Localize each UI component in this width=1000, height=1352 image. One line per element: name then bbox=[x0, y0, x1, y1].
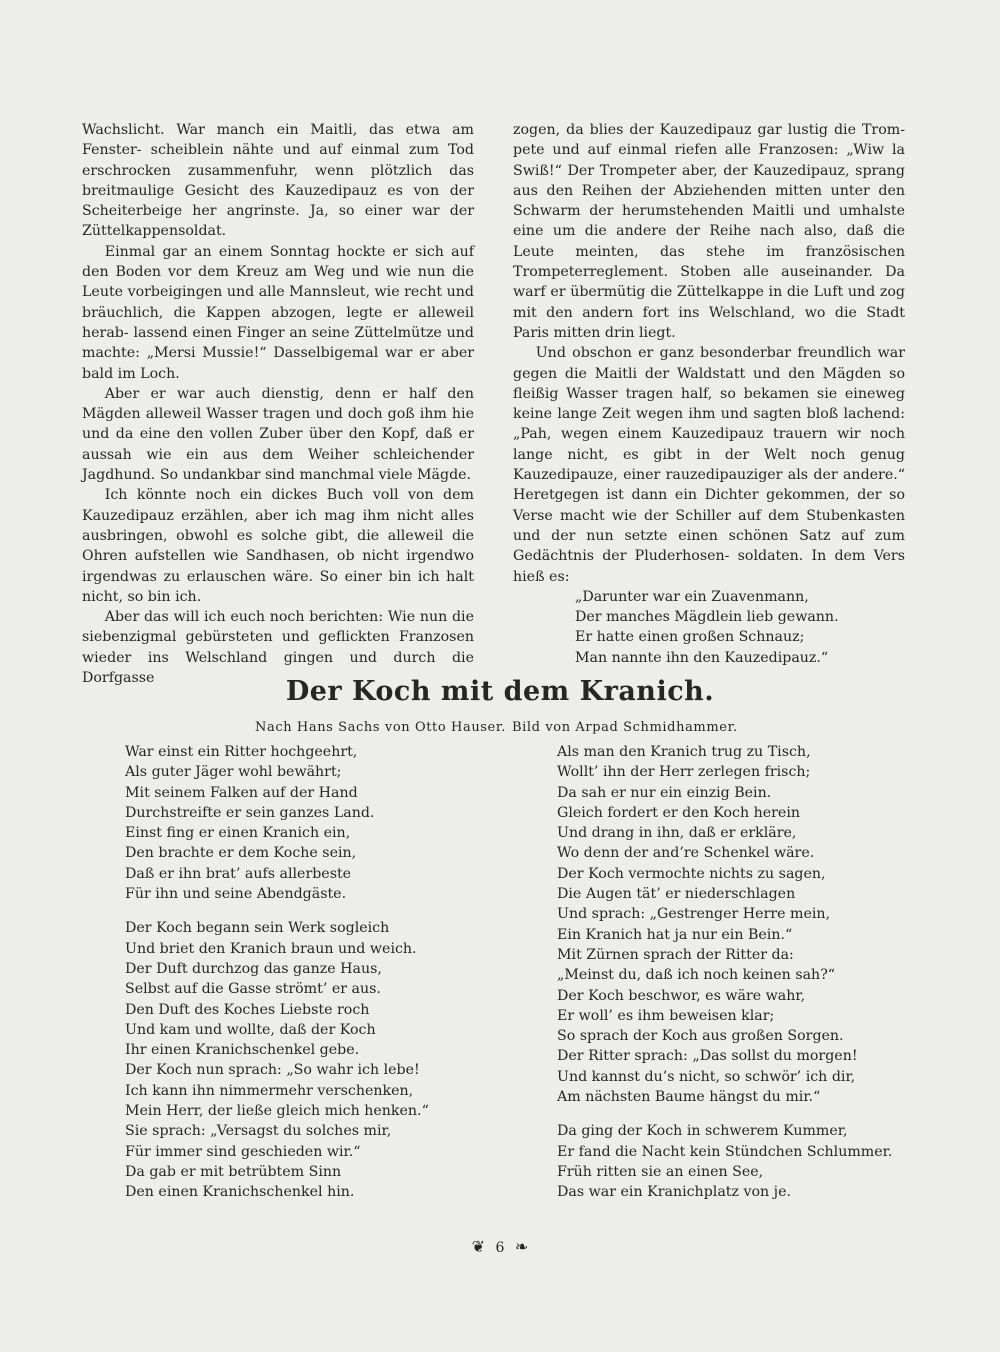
verse-line: Den brachte er dem Koche sein, bbox=[125, 845, 357, 862]
verse-line: Einst fing er einen Kranich ein, bbox=[125, 825, 351, 842]
verse-line: Er fand die Nacht kein Stündchen Schlummer. bbox=[557, 1143, 893, 1160]
verse-line: So sprach der Koch aus großen Sorgen. bbox=[557, 1028, 844, 1045]
verse-line: Für immer sind geschieden wir.“ bbox=[125, 1143, 361, 1160]
verse-line: War einst ein Ritter hochgeehrt, bbox=[125, 744, 358, 760]
page-number: 6 bbox=[495, 1240, 505, 1256]
paragraph: Und obschon er ganz besonderbar freundlich war gegen die Maitli der Waldstatt und den Mägden so fleißig Wasser tragen half, so bekamen sie eineweg keine lange Zeit wegen ihm und sagten bloß lachend: „Pah, wegen einem Kauzedipauz trauern wir noch lange nicht, es gibt in der Welt noch genug Kauzedipauze, einer rauzedipauziger als der andere.“ Heretgegen ist dann ein Dichter gekommen, der so Verse macht wie der Schiller auf dem Stubenkasten und der nun setzte einen schönen Satz auf zum Gedächtnis der Pluderhosen- soldaten. In dem Vers hieß es: bbox=[513, 345, 905, 585]
poem-title: Der Koch mit dem Kranich. bbox=[285, 676, 715, 707]
verse-line: Früh ritten sie an einen See, bbox=[557, 1163, 764, 1180]
verse-line: Und drang in ihn, daß er erkläre, bbox=[557, 825, 797, 842]
byline-author: Nach Hans Sachs von Otto Hauser. bbox=[255, 720, 506, 735]
verse-line: Mein Herr, der ließe gleich mich henken.“ bbox=[125, 1103, 429, 1120]
verse-line: Der Ritter sprach: „Das sollst du morgen! bbox=[557, 1048, 858, 1065]
stanza bbox=[125, 742, 429, 904]
prose-column-left bbox=[82, 120, 474, 688]
poem-column-right bbox=[557, 742, 892, 1217]
verse-line: Da gab er mit betrübtem Sinn bbox=[125, 1163, 342, 1180]
verse-line: Ich kann ihn nimmermehr verschenken, bbox=[125, 1082, 414, 1099]
verse-line: Die Augen tät’ er niederschlagen bbox=[557, 886, 796, 903]
verse-line: Für ihn und seine Abendgäste. bbox=[125, 886, 347, 903]
ornament-icon: ❦ bbox=[471, 1237, 486, 1256]
verse-line: Ein Kranich hat ja nur ein Bein.“ bbox=[557, 926, 793, 943]
paragraph: Einmal gar an einem Sonntag hockte er sich auf den Boden vor dem Kreuz am Weg und wie nun die Leute vorbeigingen und alle Mannsleut, wie recht und bräuchlich, die Kappen abzogen, legte er alleweil herab- lassend einen Finger an seine Züttelmütze und machte: „Mersi Mussie!“ Dasselbigemal war er aber bald im Loch. bbox=[82, 243, 474, 382]
paragraph: Aber er war auch dienstig, denn er half den Mägden alleweil Wasser tragen und doch goß ihm hie und da eine den vollen Zuber über den Kopf, daß er aussah wie ein aus dem Weiher schleichender Jagdhund. So undankbar sind manchmal viele Mägde. bbox=[82, 385, 474, 484]
ornament-icon: ❧ bbox=[514, 1237, 529, 1256]
verse-line: Als guter Jäger wohl bewährt; bbox=[125, 764, 342, 781]
quoted-verse bbox=[575, 587, 905, 668]
verse-line: Der Koch nun sprach: „So wahr ich lebe! bbox=[125, 1062, 420, 1079]
paragraph: Aber das will ich euch noch berichten: Wie nun die siebenzigmal gebürsteten und geflickten Franzosen wieder ins Welschland gingen und durch die Dorfgasse bbox=[82, 609, 474, 687]
verse-line: Daß er ihn brat’ aufs allerbeste bbox=[125, 865, 352, 882]
verse-line: Und briet den Kranich braun und weich. bbox=[125, 940, 417, 957]
verse-line: Als man den Kranich trug zu Tisch, bbox=[557, 744, 811, 760]
verse-line: Sie sprach: „Versagst du solches mir, bbox=[125, 1123, 392, 1140]
verse-line: Durchstreifte er sein ganzes Land. bbox=[125, 804, 375, 821]
verse-line: Wo denn der and’re Schenkel wäre. bbox=[557, 845, 815, 862]
verse-line: Ihr einen Kranichschenkel gebe. bbox=[125, 1042, 360, 1059]
stanza bbox=[557, 742, 892, 1107]
verse-line: Selbst auf die Gasse strömt’ er aus. bbox=[125, 981, 381, 998]
paragraph: Ich könnte noch ein dickes Buch voll von dem Kauzedipauz erzählen, aber ich mag ihm nicht alles ausbringen, obwohl es solche gibt, die alleweil die Ohren aufstellen wie Sandhasen, ob nicht irgendwo irgendwas zu erlauschen wäre. So einer bin ich halt nicht, so bin ich. bbox=[82, 487, 474, 605]
verse-line: Der Koch begann sein Werk sogleich bbox=[125, 920, 390, 937]
stanza bbox=[557, 1121, 892, 1202]
verse-line: Und kam und wollte, daß der Koch bbox=[125, 1021, 376, 1038]
verse-line: Und sprach: „Gestrenger Herre mein, bbox=[557, 906, 831, 923]
verse-line: „Meinst du, daß ich noch keinen sah?“ bbox=[557, 967, 836, 984]
poem-column-left bbox=[125, 742, 429, 1217]
verse-line: Er woll’ es ihm beweisen klar; bbox=[557, 1007, 775, 1024]
verse-line: Der Duft durchzog das ganze Haus, bbox=[125, 960, 382, 977]
verse-line: Mit Zürnen sprach der Ritter da: bbox=[557, 946, 794, 963]
verse-line: Den Duft des Koches Liebste roch bbox=[125, 1001, 370, 1018]
verse-line: Der manches Mägdlein lieb gewann. bbox=[575, 609, 839, 626]
prose-column-right bbox=[513, 120, 905, 668]
verse-line: Am nächsten Baume hängst du mir.“ bbox=[557, 1089, 821, 1106]
verse-line: Da ging der Koch in schwerem Kummer, bbox=[557, 1123, 848, 1140]
verse-line: Wollt’ ihn der Herr zerlegen frisch; bbox=[557, 764, 811, 781]
verse-line: Den einen Kranichschenkel hin. bbox=[125, 1184, 355, 1201]
verse-line: Und kannst du’s nicht, so schwör’ ich dir, bbox=[557, 1068, 856, 1085]
stanza bbox=[125, 918, 429, 1202]
verse-line: Das war ein Kranichplatz von je. bbox=[557, 1184, 791, 1201]
verse-line: „Darunter war ein Zuavenmann, bbox=[575, 588, 809, 605]
verse-line: Er hatte einen großen Schnauz; bbox=[575, 629, 805, 646]
byline-artist: Bild von Arpad Schmidhammer. bbox=[512, 720, 738, 735]
page-footer bbox=[0, 1237, 1000, 1256]
verse-line: Der Koch beschwor, es wäre wahr, bbox=[557, 987, 806, 1004]
verse-line: Da sah er nur ein einzig Bein. bbox=[557, 784, 772, 801]
verse-line: Der Koch vermochte nichts zu sagen, bbox=[557, 865, 826, 882]
paragraph: Wachslicht. War manch ein Maitli, das etwa am Fenster- scheiblein nähte und auf einmal zum Tod erschrocken zusammenfuhr, wenn plötzlich das breitmaulige Gesicht des Kauzedipauz es von der Scheiterbeige her angrinste. Ja, so einer war der Züttelkappensoldat. bbox=[82, 122, 474, 240]
paragraph: zogen, da blies der Kauzedipauz gar lustig die Trom- pete und auf einmal riefen alle Franzosen: „Wiw la Swiß!“ Der Trompeter aber, der Kauzedipauz, sprang aus den Reihen der Abziehenden mitten unter den Schwarm der herumstehenden Maitli und umhalste eine um die andere der Reihe nach also, daß die Leute meinten, das stehe im französischen Trompeterreglement. Stoben alle auseinander. Da warf er übermütig die Züttelkappe in die Luft und zog mit den andern fort ins Welschland, wo die Stadt Paris mitten drin liegt. bbox=[513, 122, 905, 341]
verse-line: Man nannte ihn den Kauzedipauz.“ bbox=[575, 649, 829, 666]
verse-line: Mit seinem Falken auf der Hand bbox=[125, 784, 358, 801]
verse-line: Gleich fordert er den Koch herein bbox=[557, 804, 800, 821]
